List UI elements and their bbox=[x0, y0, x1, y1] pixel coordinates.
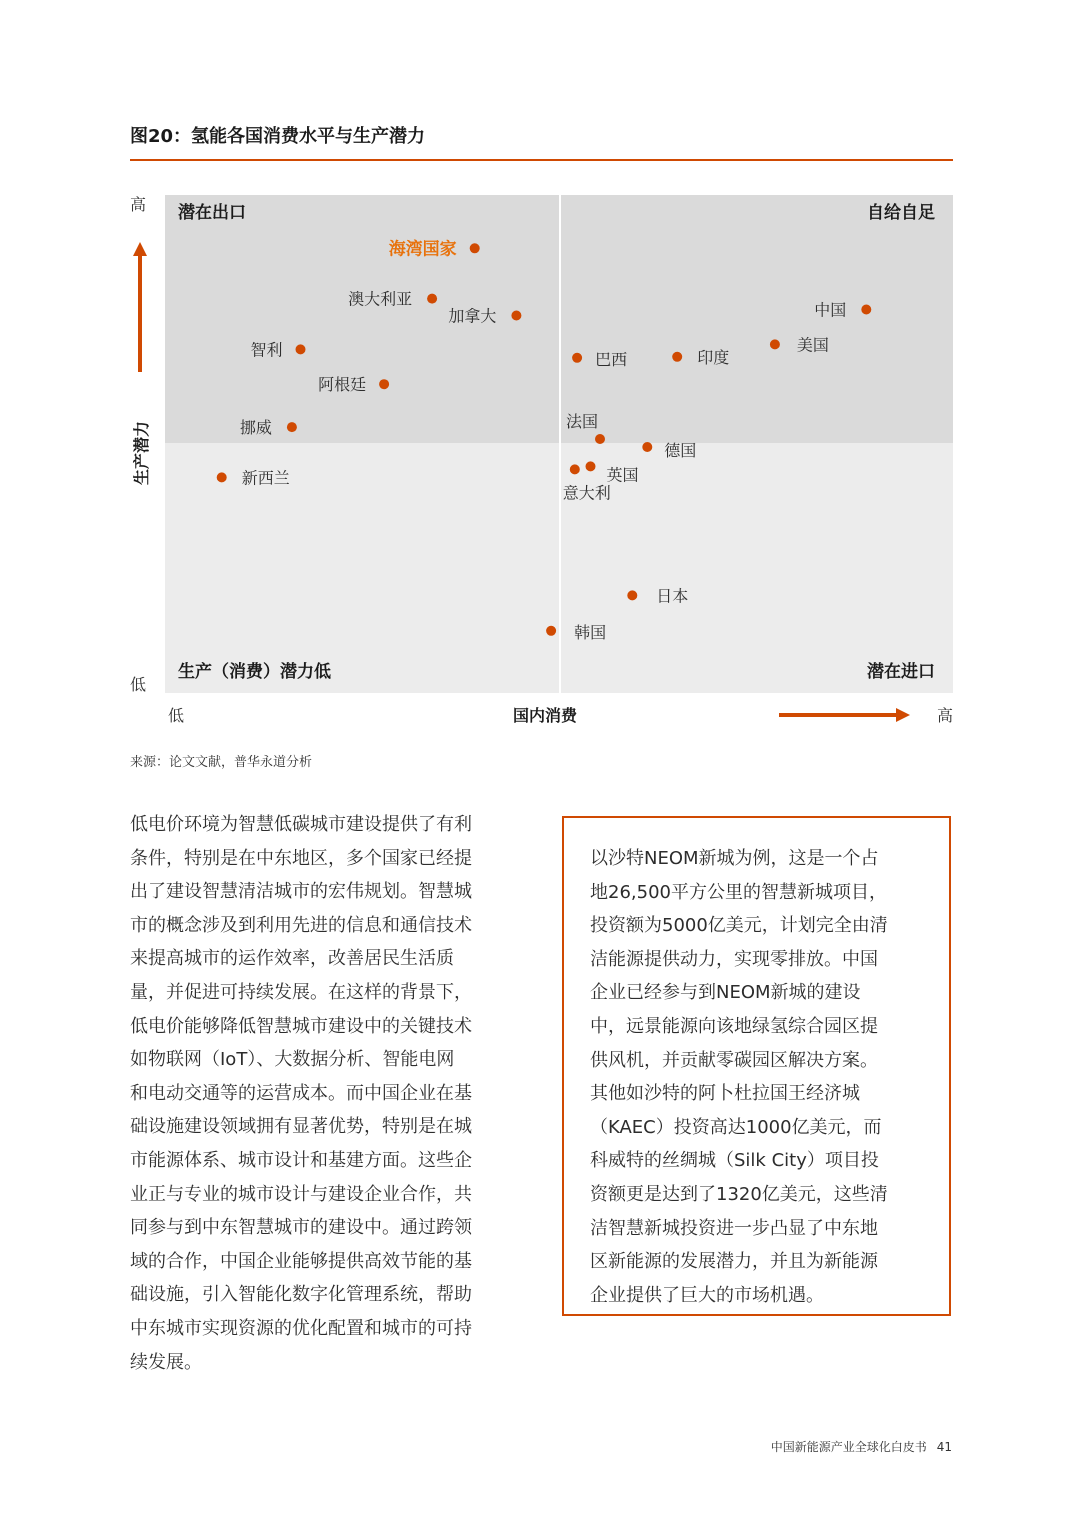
point-label: 法国 bbox=[565, 412, 599, 431]
x-axis-title: 国内消费 bbox=[512, 706, 578, 725]
y-axis-low-label: 低 bbox=[129, 675, 147, 694]
page-footer bbox=[761, 1438, 952, 1455]
callout-text-line: 洁能源提供动力，实现零排放。中国 bbox=[590, 948, 878, 970]
body-text-line: 市的概念涉及到利用先进的信息和通信技术 bbox=[130, 914, 472, 936]
scatter-chart bbox=[0, 0, 1080, 740]
point-marker bbox=[770, 339, 780, 349]
quadrant-top-left-bg bbox=[165, 195, 559, 443]
point-label: 日本 bbox=[656, 586, 689, 606]
point-marker bbox=[287, 422, 297, 432]
body-text-line: 出了建设智慧清洁城市的宏伟规划。智慧城 bbox=[130, 881, 472, 903]
body-text-line: 业正与专业的城市设计与建设企业合作，共 bbox=[130, 1183, 472, 1205]
callout-text-line: 洁智慧新城投资进一步凸显了中东地 bbox=[590, 1217, 878, 1239]
point-label: 意大利 bbox=[562, 483, 611, 503]
body-text-line: 低电价环境为智慧低碳城市建设提供了有利 bbox=[130, 814, 472, 835]
point-label: 巴西 bbox=[595, 349, 628, 369]
callout-text-line: 其他如沙特的阿卜杜拉国王经济城 bbox=[590, 1083, 860, 1105]
body-text-line: 础设施，引入智能化数字化管理系统，帮助 bbox=[130, 1284, 472, 1306]
callout-text-line: 企业提供了巨大的市场机遇。 bbox=[590, 1284, 824, 1306]
callout-text-line: 中，远景能源向该地绿氢综合园区提 bbox=[590, 1015, 878, 1037]
body-text-line: 如物联网（IoT）、大数据分析、智能电网 bbox=[130, 1049, 455, 1071]
point-label: 印度 bbox=[697, 347, 730, 367]
point-marker bbox=[296, 344, 306, 354]
body-text-line: 量，并促进可持续发展。在这样的背景下， bbox=[130, 981, 472, 1003]
point-marker bbox=[572, 353, 582, 363]
callout-text-line: 区新能源的发展潜力，并且为新能源 bbox=[590, 1251, 878, 1273]
callout-text-line: 以沙特NEOM新城为例，这是一个占 bbox=[590, 848, 879, 869]
page-number: 41 bbox=[936, 1440, 952, 1454]
quadrant-label-top-left: 潜在出口 bbox=[178, 203, 246, 223]
point-label: 阿根廷 bbox=[318, 375, 367, 395]
quadrant-label-top-right: 自给自足 bbox=[867, 203, 935, 223]
body-text-line: 续发展。 bbox=[130, 1351, 202, 1373]
point-label: 海湾国家 bbox=[388, 239, 457, 260]
point-label: 中国 bbox=[814, 300, 847, 320]
point-label: 澳大利亚 bbox=[348, 289, 413, 309]
point-label: 挪威 bbox=[239, 418, 272, 438]
y-axis-high-label: 高 bbox=[129, 195, 147, 214]
callout-text-line: 供风机，并贡献零碳园区解决方案。 bbox=[590, 1049, 878, 1071]
point-label: 新西兰 bbox=[241, 468, 290, 488]
point-marker bbox=[642, 442, 652, 452]
point-label: 韩国 bbox=[574, 622, 607, 642]
x-axis-arrow-head-icon bbox=[896, 708, 910, 722]
point-marker bbox=[586, 461, 596, 471]
body-text-line: 础设施建设领域拥有显著优势，特别是在城 bbox=[130, 1116, 472, 1138]
y-axis-title: 生产潜力 bbox=[132, 420, 151, 486]
body-text-line: 域的合作，中国企业能够提供高效节能的基 bbox=[130, 1250, 472, 1272]
body-text-line: 中东城市实现资源的优化配置和城市的可持 bbox=[130, 1317, 472, 1339]
callout-box bbox=[562, 816, 951, 1316]
body-paragraph bbox=[130, 808, 522, 1379]
point-marker bbox=[672, 352, 682, 362]
callout-text-line: 地26,500平方公里的智慧新城项目， bbox=[590, 881, 887, 903]
point-label: 加拿大 bbox=[448, 306, 497, 326]
body-text-line: 市能源体系、城市设计和基建方面。这些企 bbox=[130, 1149, 472, 1171]
callout-text-line: （KAEC）投资高达1000亿美元，而 bbox=[590, 1116, 882, 1138]
quadrant-top-right-bg bbox=[561, 195, 953, 443]
body-text-line: 低电价能够降低智慧城市建设中的关键技术 bbox=[130, 1015, 472, 1037]
point-label: 德国 bbox=[664, 441, 697, 460]
callout-text-line: 资额更是达到了1320亿美元，这些清 bbox=[590, 1183, 888, 1205]
point-marker bbox=[546, 626, 556, 636]
body-text-line: 和电动交通等的运营成本。而中国企业在基 bbox=[130, 1082, 472, 1104]
point-label: 美国 bbox=[796, 335, 829, 355]
point-marker bbox=[861, 305, 871, 315]
point-marker bbox=[427, 294, 437, 304]
point-marker bbox=[379, 379, 389, 389]
body-text-line: 同参与到中东智慧城市的建设中。通过跨领 bbox=[130, 1217, 472, 1239]
quadrant-label-bottom-left: 生产（消费）潜力低 bbox=[178, 662, 331, 682]
point-marker bbox=[511, 311, 521, 321]
quadrant-label-bottom-right: 潜在进口 bbox=[867, 662, 935, 682]
footer-title: 中国新能源产业全球化白皮书 bbox=[770, 1440, 927, 1454]
point-marker bbox=[217, 472, 227, 482]
callout-text-line: 科威特的丝绸城（Silk City）项目投 bbox=[590, 1150, 879, 1172]
point-label: 智利 bbox=[250, 340, 283, 360]
point-marker bbox=[595, 434, 605, 444]
point-marker bbox=[570, 464, 580, 474]
figure-source: 来源：论文文献，普华永道分析 bbox=[130, 755, 313, 770]
body-text-line: 来提高城市的运作效率，改善居民生活质 bbox=[130, 948, 454, 970]
callout-text-line: 投资额为5000亿美元，计划完全由清 bbox=[590, 915, 888, 937]
callout-text-line: 企业已经参与到NEOM新城的建设 bbox=[590, 982, 861, 1004]
figure-title: 图20：氢能各国消费水平与生产潜力 bbox=[130, 126, 426, 147]
x-axis-low-label: 低 bbox=[168, 706, 185, 725]
point-marker bbox=[627, 590, 637, 600]
body-text-line: 条件，特别是在中东地区，多个国家已经提 bbox=[130, 847, 472, 869]
y-axis-arrow-head-icon bbox=[133, 242, 147, 256]
point-label: 英国 bbox=[606, 465, 639, 485]
point-marker bbox=[470, 243, 480, 253]
x-axis-high-label: 高 bbox=[936, 706, 954, 725]
